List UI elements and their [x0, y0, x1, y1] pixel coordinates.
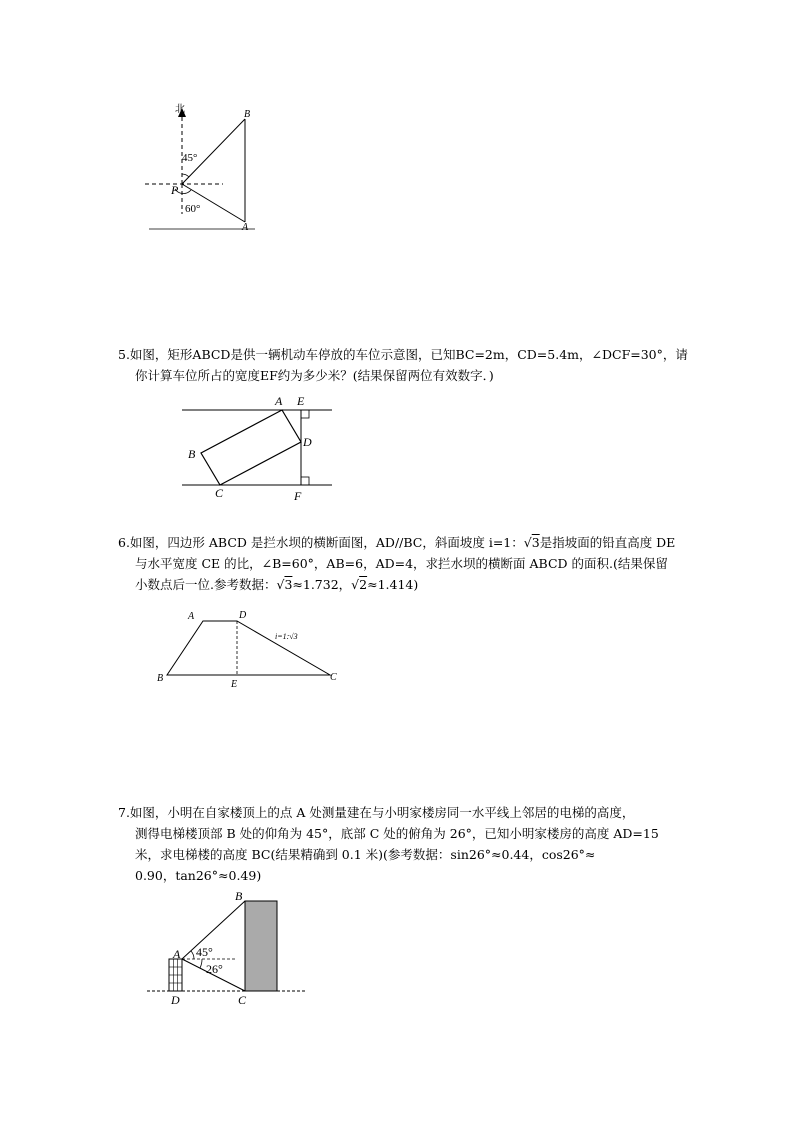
angle-arc-45 — [191, 951, 194, 959]
label-D: D — [171, 993, 180, 1007]
angle-arc-26 — [200, 959, 202, 968]
problem-6-line-3-a: 小数点后一位.参考数据： — [135, 577, 277, 592]
sqrt-symbol: √2 — [351, 577, 368, 592]
problem-6-line-3-c: ≈1.414) — [367, 577, 419, 592]
problem-6 — [118, 532, 675, 595]
problem-7-line-1: 7.如图，小明在自家楼顶上的点 A 处测量建在与小明家楼房同一水平线上邻居的电梯的高度， — [118, 805, 635, 820]
sqrt-symbol: √3 — [523, 535, 540, 550]
label-angle-26: 26° — [206, 962, 223, 976]
label-B: B — [244, 109, 251, 120]
label-C: C — [238, 993, 247, 1007]
label-north: 北 — [175, 104, 185, 115]
elevator-building — [245, 901, 277, 991]
sight-line-AB — [182, 901, 245, 959]
problem-5-line-2: 你计算车位所占的宽度EF约为多少米？(结果保留两位有效数字．) — [135, 368, 494, 383]
problem-7-line-3: 米，求电梯楼的高度 BC(结果精确到 0.1 米)(参考数据：sin26°≈0.44，cos26°≈ — [135, 847, 596, 862]
trapezoid-ABCD — [167, 621, 330, 675]
problem-5-line-1: 5.如图，矩形ABCD是供一辆机动车停放的车位示意图，已知BC=2m，CD=5.4m，∠DCF=30°，请 — [118, 347, 688, 362]
rectangle-ABCD — [201, 410, 301, 485]
label-F: F — [294, 489, 302, 503]
label-B: B — [235, 889, 243, 903]
right-angle-mark-F — [301, 477, 309, 485]
problem-6-line-3-b: ≈1.732， — [292, 577, 352, 592]
problem-5 — [118, 344, 688, 386]
angle-arc-45 — [182, 174, 189, 177]
label-D: D — [239, 610, 247, 621]
label-A: A — [188, 611, 195, 622]
figure-parking-space — [180, 392, 340, 502]
label-B: B — [157, 673, 164, 684]
label-D: D — [303, 435, 312, 449]
sqrt-radicand: 3 — [284, 577, 293, 592]
label-B: B — [188, 447, 196, 461]
label-A: A — [242, 222, 249, 233]
sqrt-radicand: 3 — [531, 535, 540, 550]
figure-bearing — [145, 104, 265, 234]
label-C: C — [215, 486, 224, 500]
label-angle-60: 60° — [185, 203, 201, 215]
figure-elevator-building — [145, 886, 315, 1006]
sqrt-radicand: 2 — [359, 577, 368, 592]
problem-6-line-3 — [118, 574, 675, 595]
label-angle-45: 45° — [182, 152, 198, 164]
label-E: E — [297, 394, 305, 408]
label-E: E — [231, 679, 238, 690]
label-slope: i=1:√3 — [275, 632, 298, 641]
problem-6-line-1-b: 是指坡面的铅直高度 DE — [539, 535, 676, 550]
sqrt-symbol: √3 — [276, 577, 293, 592]
problem-6-line-1 — [118, 532, 675, 553]
problem-6-line-2: 与水平宽度 CE 的比，∠B=60°，AB=6，AD=4，求拦水坝的横断面 ABCD 的面积.(结果保留 — [135, 556, 668, 571]
problem-7 — [118, 802, 659, 886]
problem-7-line-4: 0.90，tan26°≈0.49) — [135, 868, 262, 883]
problem-6-line-1-a: 6.如图，四边形 ABCD 是拦水坝的横断面图，AD//BC，斜面坡度 i=1： — [118, 535, 524, 550]
label-C: C — [330, 672, 337, 683]
problem-7-line-2: 测得电梯楼顶部 B 处的仰角为 45°，底部 C 处的俯角为 26°，已知小明家楼房的高度 AD=15 — [135, 826, 659, 841]
right-angle-mark-E — [301, 410, 309, 418]
label-A: A — [275, 394, 283, 408]
label-angle-45: 45° — [196, 945, 213, 959]
label-A: A — [173, 947, 181, 961]
label-P: P — [171, 183, 179, 197]
figure-dam-cross-section — [155, 608, 345, 688]
